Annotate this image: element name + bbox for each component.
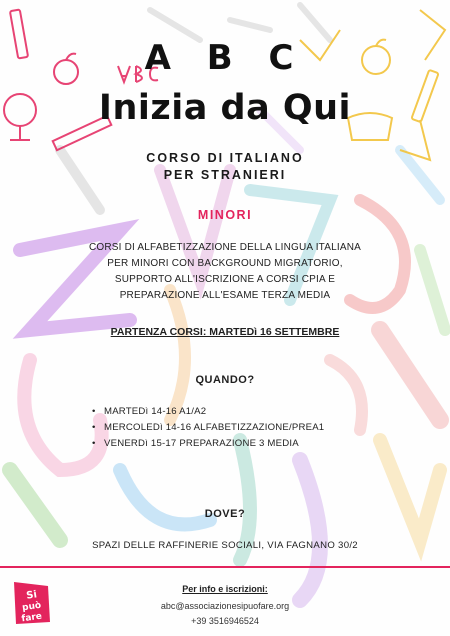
description-line-2: PER MINORI CON BACKGROUND MIGRATORIO,: [107, 258, 343, 269]
contact-phone[interactable]: +39 3516946524: [191, 616, 259, 626]
description-line-4: PREPARAZIONE ALL'ESAME TERZA MEDIA: [119, 290, 331, 301]
schedule-list: [92, 404, 324, 452]
info-title: [0, 584, 450, 594]
start-date: [0, 326, 450, 338]
when-heading: QUANDO?: [195, 374, 255, 386]
abc-title: A B C: [144, 38, 306, 78]
location-text: SPAZI DELLE RAFFINERIE SOCIALI, VIA FAGNANO 30/2: [92, 540, 358, 551]
svg-text:fare: fare: [20, 611, 43, 625]
main-title: Inizia da Qui: [98, 88, 352, 128]
svg-text:Si: Si: [25, 589, 38, 602]
subtitle-line-2: PER STRANIERI: [163, 168, 287, 182]
svg-text:può: può: [21, 600, 42, 614]
info-title-text: Per info e iscrizioni:: [182, 584, 268, 594]
contact-email[interactable]: abc@associazionesipuofare.org: [160, 601, 290, 611]
description-line-1: CORSI DI ALFABETIZZAZIONE DELLA LINGUA ITALIANA: [88, 242, 362, 253]
subtitle-line-1: CORSO DI ITALIANO: [146, 151, 304, 165]
audience-label: MINORI: [197, 208, 253, 222]
schedule-item-friday: • VENERDì 15-17 PREPARAZIONE 3 MEDIA: [92, 436, 324, 452]
start-date-text: PARTENZA CORSI: MARTEDì 16 SETTEMBRE: [110, 326, 340, 338]
description-line-3: SUPPORTO ALL'ISCRIZIONE A CORSI CPIA E: [114, 274, 336, 285]
where-heading: DOVE?: [204, 508, 246, 520]
footer-divider: [0, 566, 450, 568]
schedule-item-wednesday: • MERCOLEDì 14-16 ALFABETIZZAZIONE/PREA1: [92, 420, 324, 436]
schedule-item-tuesday: • MARTEDì 14-16 A1/A2: [92, 404, 324, 420]
